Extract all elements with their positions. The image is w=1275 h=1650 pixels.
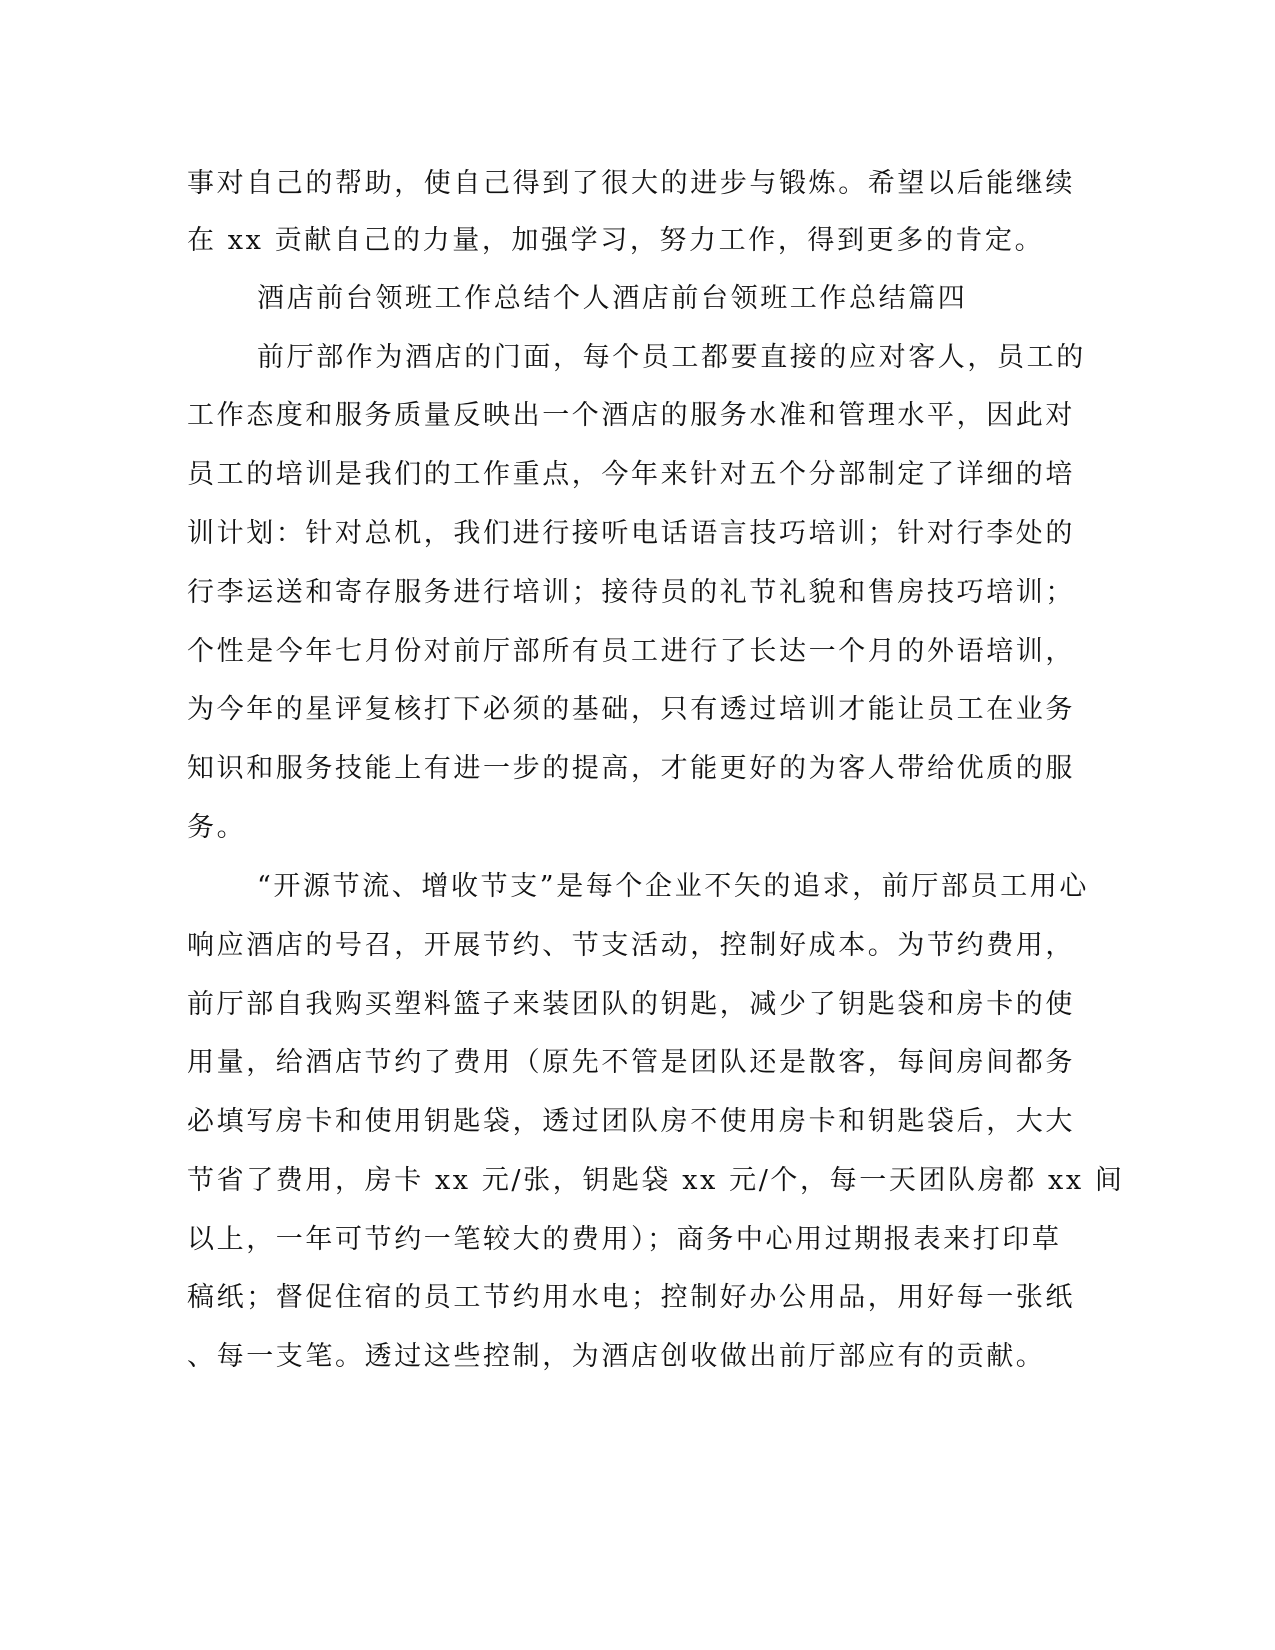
text-line: 员工的培训是我们的工作重点，今年来针对五个分部制定了详细的培 (187, 459, 1075, 490)
text-line: 、每一支笔。透过这些控制，为酒店创收做出前厅部应有的贡献。 (187, 1341, 1046, 1372)
text-line: 务。 (187, 812, 247, 843)
text-line: 个性是今年七月份对前厅部所有员工进行了长达一个月的外语培训， (187, 636, 1075, 667)
text-line: 稿纸；督促住宿的员工节约用水电；控制好办公用品，用好每一张纸 (187, 1282, 1075, 1313)
text-line: 前厅部作为酒店的门面，每个员工都要直接的应对客人，员工的 (257, 342, 1086, 373)
text-line: 节省了费用，房卡 xx 元/张，钥匙袋 xx 元/个，每一天团队房都 xx 间 (187, 1165, 1125, 1196)
text-line: 事对自己的帮助，使自己得到了很大的进步与锻炼。希望以后能继续 (187, 168, 1075, 199)
text-line: 以上，一年可节约一笔较大的费用）；商务中心用过期报表来打印草 (187, 1224, 1062, 1255)
text-line: 行李运送和寄存服务进行培训；接待员的礼节礼貌和售房技巧培训； (187, 577, 1075, 608)
section-heading: 酒店前台领班工作总结个人酒店前台领班工作总结篇四 (257, 283, 968, 314)
text-line: 为今年的星评复核打下必须的基础，只有透过培训才能让员工在业务 (187, 694, 1075, 725)
text-line: “开源节流、增收节支”是每个企业不矢的追求，前厅部员工用心 (257, 871, 1090, 902)
text-line: 在 xx 贡献自己的力量，加强学习，努力工作，得到更多的肯定。 (187, 225, 1045, 256)
text-line: 训计划：针对总机，我们进行接听电话语言技巧培训；针对行李处的 (187, 518, 1075, 549)
text-line: 知识和服务技能上有进一步的提高，才能更好的为客人带给优质的服 (187, 753, 1075, 784)
text-line: 用量，给酒店节约了费用（原先不管是团队还是散客，每间房间都务 (187, 1047, 1075, 1078)
text-line: 响应酒店的号召，开展节约、节支活动，控制好成本。为节约费用， (187, 930, 1075, 961)
text-line: 工作态度和服务质量反映出一个酒店的服务水准和管理水平，因此对 (187, 400, 1075, 431)
text-line: 必填写房卡和使用钥匙袋，透过团队房不使用房卡和钥匙袋后，大大 (187, 1106, 1075, 1137)
text-line: 前厅部自我购买塑料篮子来装团队的钥匙，减少了钥匙袋和房卡的使 (187, 989, 1075, 1020)
